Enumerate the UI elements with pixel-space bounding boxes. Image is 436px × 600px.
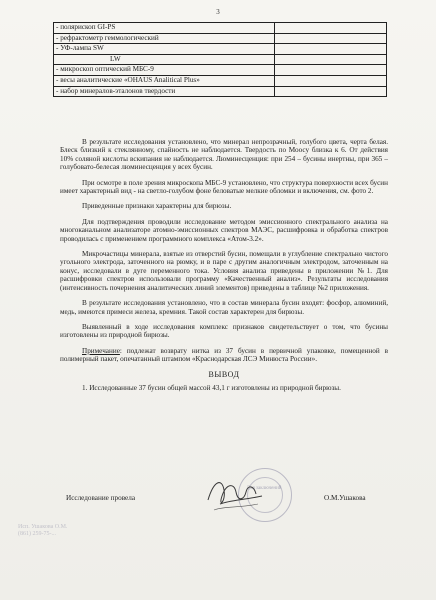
equipment-table — [53, 22, 387, 97]
faint-line-1: Исп. Ушакова О.М. — [18, 524, 68, 530]
conclusion-text: 1. Исследованные 37 бусин общей массой 43,1 г изготовлены из природной бирюзы. — [82, 383, 341, 392]
equipment-value-cell — [274, 33, 386, 44]
faint-line-2: (861) 259-75-... — [18, 531, 56, 537]
equipment-name: - УФ-лампа SW — [56, 44, 104, 53]
equipment-name: LW — [110, 54, 121, 63]
note-label: Примечание — [82, 346, 120, 355]
equipment-name-cell — [54, 23, 275, 34]
paragraph-microparticles: Микрочастицы минерала, взятые из отверстий бусин, помещали в углубление спектрально чистого угольного электрода, заточенного на рюмку, и в паре с другим аналогичным электродом, заточенным на конус, исследовали в дуге переменного тока. Условия анализа приведены в приложении №1. Для расшифровки спектров использовали программу «Качественный анализ». Результаты исследования (интенсивность почернения аналитических линий элементов) приведены в таблице №2 приложения. — [60, 250, 388, 292]
equipment-name: - набор минералов-эталонов твердости — [56, 86, 176, 95]
equipment-name-cell — [54, 54, 275, 65]
equipment-value-cell — [274, 75, 386, 86]
conclusion-heading: ВЫВОД — [208, 369, 240, 379]
equipment-row — [54, 54, 387, 65]
signature-left-text: Исследование провела — [66, 494, 136, 502]
equipment-value-cell — [274, 54, 386, 65]
equipment-name-cell — [54, 44, 275, 55]
faint-footer-text — [18, 524, 67, 538]
paragraph-conclusion-evidence: Выявленный в ходе исследования комплекс признаков свидетельствует о том, что бусины изготовлены из природной бирюзы. — [60, 322, 388, 340]
equipment-name-cell — [54, 65, 275, 76]
equipment-name: - полярископ GI-PS — [56, 23, 116, 31]
equipment-name: - рефрактометр геммологический — [56, 33, 159, 42]
equipment-name-cell — [54, 33, 275, 44]
equipment-row — [54, 33, 387, 44]
paragraph-results: В результате исследования установлено, что минерал непрозрачный, голубого цвета, черта белая. Блеск близкий к стеклянному, спайность не наблюдается. Твердость по Моосу близка к 6. От действия 10% соляной кислоты вскипания не наблюдается. Люминесценция: при 254 – бусины инертны, при 365 – голубовато-белесая люминесценция у всех бусин. — [60, 138, 388, 172]
equipment-name: - весы аналитические «OHAUS Analitical Plus» — [56, 75, 200, 84]
equipment-row — [54, 75, 387, 86]
equipment-row — [54, 86, 387, 97]
equipment-value-cell — [274, 23, 386, 34]
equipment-row — [54, 23, 387, 34]
document-body — [60, 138, 388, 399]
signature-name: О.М.Ушакова — [324, 494, 366, 502]
equipment-name-cell — [54, 75, 275, 86]
equipment-row — [54, 44, 387, 55]
note-text: : подлежат возврату нитка из 37 бусин в первичной упаковке, помещенной в полимерный пакет, опечатанный штампом «Краснодарская ЛСЭ Минюста России». — [60, 346, 388, 364]
paragraph-features: Приведенные признаки характерны для бирюзы. — [82, 202, 232, 211]
paragraph-composition: В результате исследования установлено, что в состав минерала бусин входят: фосфор, алюминий, медь, имеются примеси железа, кремния. Такой состав характерен для бирюзы. — [60, 299, 388, 316]
equipment-name: - микроскоп оптический МБС-9 — [56, 65, 154, 74]
paragraph-spectral-method: Для подтверждения проводили исследование методом эмиссионного спектрального анализа на многоканальном анализаторе атомно-эмиссионных спектров МАЭС, расшифровка и обработка спектров проводилась с применением программного комплекса «Атом-3.2». — [60, 217, 388, 243]
signature-icon — [200, 470, 270, 520]
stamp-text: Для заключений — [246, 486, 282, 491]
paragraph-microscope: При осмотре в поле зрения микроскопа МБС-9 установлено, что структура поверхности всех бусин имеет характерный вид - на светло-голубом фоне беловатые мелкие обломки и включения, см. фото 2. — [60, 178, 388, 196]
equipment-row — [54, 65, 387, 76]
equipment-value-cell — [274, 44, 386, 55]
paragraph-note — [60, 347, 388, 364]
equipment-value-cell — [274, 86, 386, 97]
page-number: 3 — [216, 8, 220, 16]
equipment-name-cell — [54, 86, 275, 97]
equipment-value-cell — [274, 65, 386, 76]
